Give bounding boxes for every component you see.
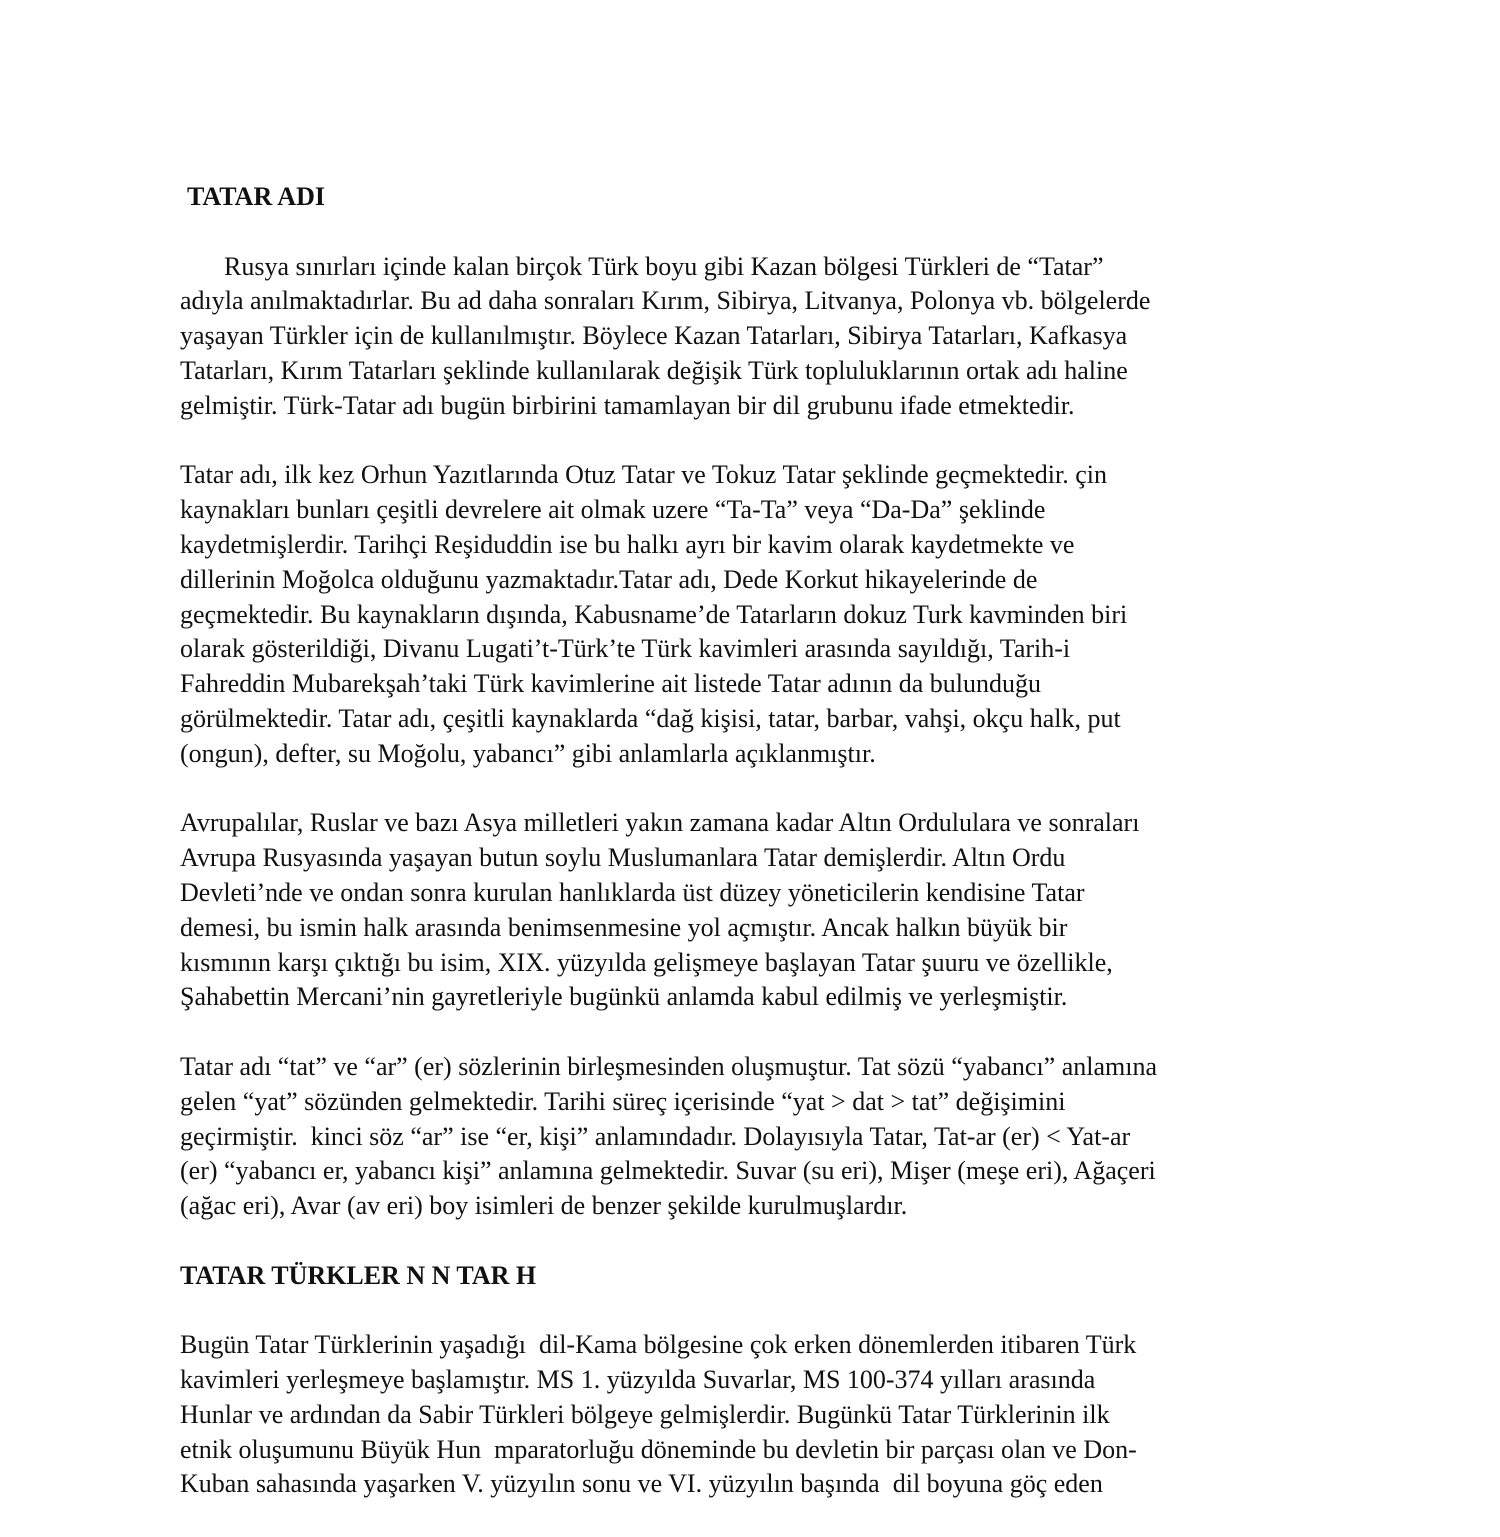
text-line: Avrupa Rusyasında yaşayan butun soylu Muslumanlara Tatar demişlerdir. Altın Ordu bbox=[180, 843, 1066, 873]
document-page bbox=[180, 180, 1380, 1537]
paragraph-1 bbox=[180, 250, 1380, 424]
text-line: kavimleri yerleşmeye başlamıştır. MS 1. yüzyılda Suvarlar, MS 100-374 yılları arasında bbox=[180, 1365, 1096, 1395]
paragraph-2 bbox=[180, 458, 1380, 771]
section-heading-tatar-turkleri-tarihi: TATAR TÜRKLER N N TAR H bbox=[180, 1260, 537, 1290]
text-line: (ongun), defter, su Moğolu, yabancı” gibi anlamlarla açıklanmıştır. bbox=[180, 738, 876, 768]
text-line: (ağac eri), Avar (av eri) boy isimleri de benzer şekilde kurulmuşlardır. bbox=[180, 1191, 908, 1221]
text-line: geçirmiştir. kinci söz “ar” ise “er, kişi” anlamındadır. Dolayısıyla Tatar, Tat-ar (er) < Yat-ar bbox=[180, 1121, 1131, 1151]
text-line: kısmının karşı çıktığı bu isim, XIX. yüzyılda gelişmeye başlayan Tatar şuuru ve özellikle, bbox=[180, 947, 1113, 977]
text-line: adıyla anılmaktadırlar. Bu ad daha sonraları Kırım, Sibirya, Litvanya, Polonya vb. bölgelerde bbox=[180, 286, 1151, 316]
text-line: yaşayan Türkler için de kullanılmıştır. Böylece Kazan Tatarları, Sibirya Tatarları, Kafkasya bbox=[180, 321, 1128, 351]
text-line: gelen “yat” sözünden gelmektedir. Tarihi süreç içerisinde “yat > dat > tat” değişimini bbox=[180, 1086, 1066, 1116]
text-line: Avrupalılar, Ruslar ve bazı Asya milletleri yakın zamana kadar Altın Ordululara ve sonraları bbox=[180, 808, 1140, 838]
text-line: Tatar adı “tat” ve “ar” (er) sözlerinin birleşmesinden oluşmuştur. Tat sözü “yabancı” anlamına bbox=[180, 1051, 1157, 1081]
text-line: (er) “yabancı er, yabancı kişi” anlamına gelmektedir. Suvar (su eri), Mişer (meşe eri), Ağaçeri bbox=[180, 1156, 1156, 1186]
text-line: Rusya sınırları içinde kalan birçok Türk boyu gibi Kazan bölgesi Türkleri de “Tatar” bbox=[224, 251, 1104, 281]
paragraph-3 bbox=[180, 806, 1380, 1015]
text-line: etnik oluşumunu Büyük Hun mparatorluğu döneminde bu devletin bir parçası olan ve Don- bbox=[180, 1434, 1137, 1464]
text-line: kaydetmişlerdir. Tarihçi Reşiduddin ise bu halkı ayrı bir kavim olarak kaydetmekte ve bbox=[180, 529, 1075, 559]
text-line: gelmiştir. Türk-Tatar adı bugün birbirini tamamlayan bir dil grubunu ifade etmektedir. bbox=[180, 390, 1075, 420]
text-line: kaynakları bunları çeşitli devrelere ait olmak uzere “Ta-Ta” veya “Da-Da” şeklinde bbox=[180, 495, 1046, 525]
text-line: Bugün Tatar Türklerinin yaşadığı dil-Kama bölgesine çok erken dönemlerden itibaren Türk bbox=[180, 1330, 1137, 1360]
text-line: Tatarları, Kırım Tatarları şeklinde kullanılarak değişik Türk topluluklarının ortak adı haline bbox=[180, 355, 1128, 385]
text-line: Şahabettin Mercani’nin gayretleriyle bugünkü anlamda kabul edilmiş ve yerleşmiştir. bbox=[180, 982, 1068, 1012]
text-line: geçmektedir. Bu kaynakların dışında, Kabusname’de Tatarların dokuz Turk kavminden biri bbox=[180, 599, 1128, 629]
section-heading-tatar-adi: TATAR ADI bbox=[187, 182, 325, 211]
text-line: Fahreddin Mubarekşah’taki Türk kavimlerine ait listede Tatar adının da bulunduğu bbox=[180, 669, 1042, 699]
paragraph-4 bbox=[180, 1050, 1380, 1224]
text-line: demesi, bu ismin halk arasında benimsenmesine yol açmıştır. Ancak halkın büyük bir bbox=[180, 912, 1068, 942]
text-line: Devleti’nde ve ondan sonra kurulan hanlıklarda üst düzey yöneticilerin kendisine Tatar bbox=[180, 877, 1085, 907]
text-line: dillerinin Moğolca olduğunu yazmaktadır.Tatar adı, Dede Korkut hikayelerinde de bbox=[180, 564, 1038, 594]
text-line: Hunlar ve ardından da Sabir Türkleri bölgeye gelmişlerdir. Bugünkü Tatar Türklerinin ilk bbox=[180, 1399, 1110, 1429]
text-line: görülmektedir. Tatar adı, çeşitli kaynaklarda “dağ kişisi, tatar, barbar, vahşi, okçu halk, put bbox=[180, 703, 1121, 733]
text-line: olarak gösterildiği, Divanu Lugati’t-Türk’te Türk kavimleri arasında sayıldığı, Tarih-i bbox=[180, 634, 1071, 664]
text-line: Tatar adı, ilk kez Orhun Yazıtlarında Otuz Tatar ve Tokuz Tatar şeklinde geçmektedir. çin bbox=[180, 460, 1107, 490]
paragraph-5 bbox=[180, 1328, 1380, 1502]
text-line: Kuban sahasında yaşarken V. yüzyılın sonu ve VI. yüzyılın başında dil boyuna göç eden bbox=[180, 1469, 1103, 1499]
